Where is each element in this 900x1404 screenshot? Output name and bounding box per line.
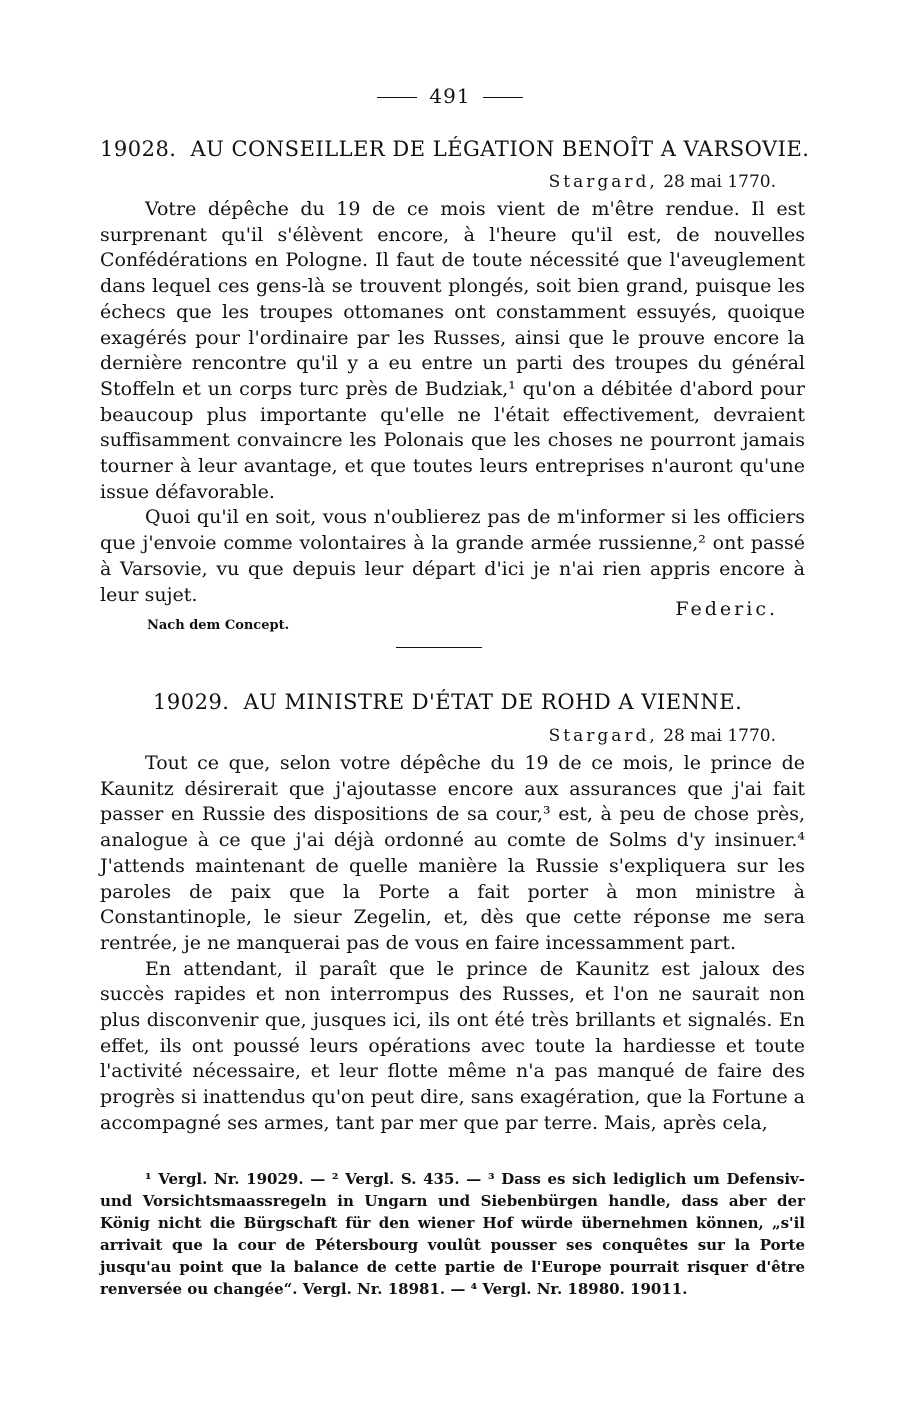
page-number: 491 [0,84,900,108]
dateline [549,726,776,746]
paragraph: Votre dépêche du 19 de ce mois vient de m'être rendue. Il est surprenant qu'il s'élèvent encore, à l'heure qu'il est, de nouvelles Confédérations en Pologne. Il faut de toute nécessité que l'aveuglement dans lequel ces gens-là se trouvent plongés, soit bien grand, puisque les échecs que les troupes ottomanes ont constamment essuyés, quoique exagérés pour l'ordinaire par les Russes, ainsi que le prouve encore la dernière rencontre qu'il y a eu entre un parti des troupes du général Stoffeln et un corps turc près de Budziak,¹ qu'on a débitée d'abord pour beaucoup plus importante qu'elle ne l'était effectivement, devraient suffisamment convaincre les Polonais que les choses ne pourront jamais tourner à leur avantage, et que toutes leurs entreprises n'auront qu'une issue défavorable. [100,198,805,503]
paragraph: Quoi qu'il en soit, vous n'oublierez pas de m'informer si les officiers que j'envoie comme volontaires à la grande armée russienne,² ont passé à Varsovie, vu que depuis leur départ d'ici je n'ai rien appris encore à leur sujet. [100,506,805,606]
dateline [549,172,776,192]
dateline-place: Stargard, [548,172,658,192]
letter-title: AU MINISTRE D'ÉTAT DE ROHD A VIENNE. [243,690,743,714]
dateline-date: 28 mai 1770. [663,172,776,192]
footnotes [100,1168,805,1300]
letter-body [100,197,805,608]
letter-heading-19029 [153,690,742,714]
source-note: Nach dem Concept. [147,618,290,633]
letter-heading-19028 [100,137,809,161]
section-divider [396,647,482,648]
paragraph: Tout ce que, selon votre dépêche du 19 de ce mois, le prince de Kaunitz désirerait que j'ajoutasse encore aux assurances que j'ai fait passer en Russie des dispositions de sa cour,³ est, à peu de chose près, analogue à ce que j'ai déjà ordonné au comte de Solms d'y insinuer.⁴ J'attends maintenant de quelle manière la Russie s'expliquera sur les paroles de paix que la Porte a fait porter à mon ministre à Constantinople, le sieur Zegelin, et, dès que cette réponse me sera rentrée, je ne manquerai pas de vous en faire incessamment part. [100,752,805,954]
letter-title: AU CONSEILLER DE LÉGATION BENOÎT A VARSOVIE. [190,137,810,161]
signature: Federic. [675,598,778,620]
dateline-place: Stargard, [548,726,658,746]
dateline-date: 28 mai 1770. [663,726,776,746]
letter-body [100,751,805,1137]
left-dash [377,97,417,98]
paragraph: En attendant, il paraît que le prince de Kaunitz est jaloux des succès rapides et non interrompus des Russes, et l'on ne saurait non plus disconvenir que, jusques ici, ils ont été très brillants et signalés. En effet, ils ont poussé leurs opérations avec toute la hardiesse et toute l'activité nécessaire, et leur flotte même n'a pas manqué de faire des progrès si inattendus qu'on peut dire, sans exagération, que la Fortune a accompagné ses armes, tant par mer que par terre. Mais, après cela, [100,957,805,1134]
letter-number: 19028. [100,137,177,161]
right-dash [483,97,523,98]
footnote-text: ¹ Vergl. Nr. 19029. — ² Vergl. S. 435. — ³ Dass es sich lediglich um Defensiv- und Vorsichtsmaassregeln in Ungarn und Siebenbürgen handle, dass aber der König nicht die Bürgschaft für den wiener Hof würde übernehmen können, „s'il arrivait que la cour de Pétersbourg voulût pousser ses conquêtes sur la Porte jusqu'au point que la balance de cette partie de l'Europe pourrait risquer d'être renversée ou changée“. Vergl. Nr. 18981. — ⁴ Vergl. Nr. 18980. 19011. [100,1170,805,1298]
letter-number: 19029. [153,690,230,714]
